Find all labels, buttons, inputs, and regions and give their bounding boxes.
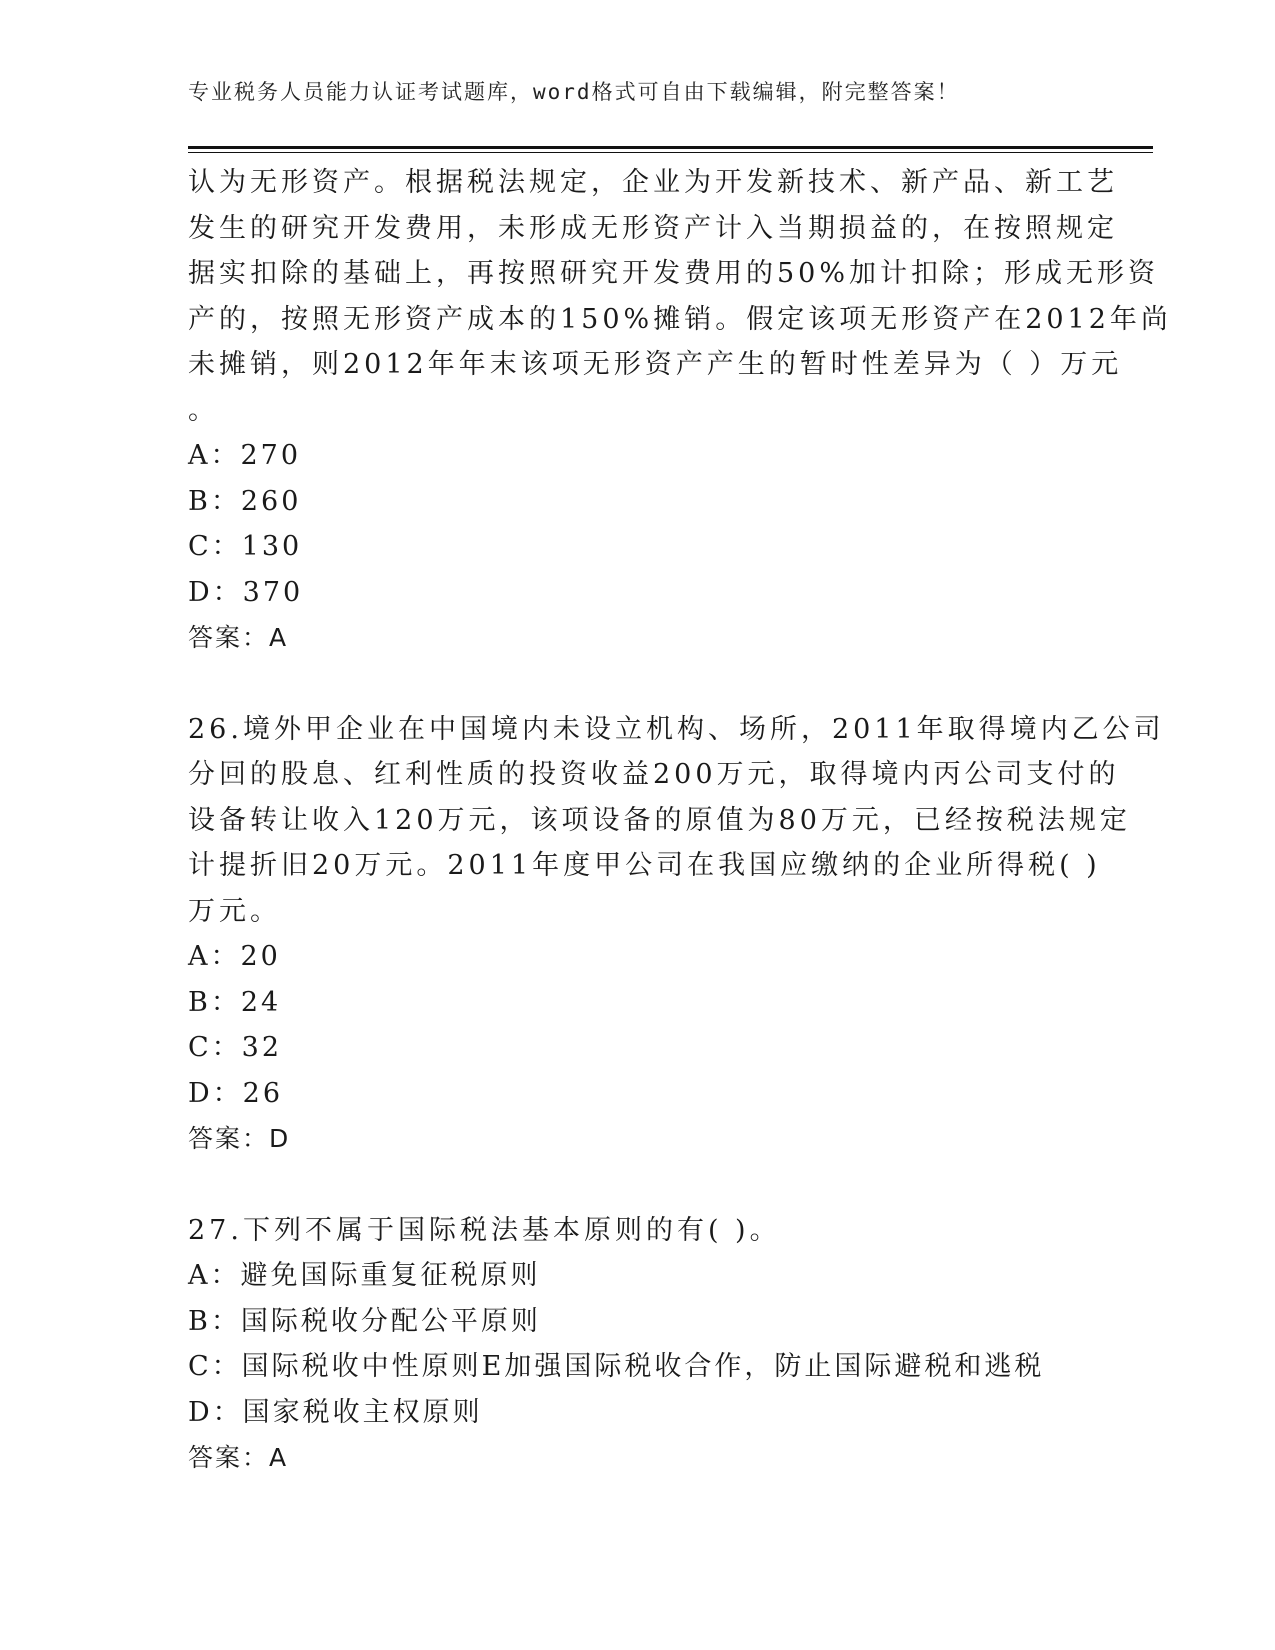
- question-text-line: 产的，按照无形资产成本的150%摊销。假定该项无形资产在2012年尚: [188, 303, 1172, 335]
- option-c: C：130: [188, 531, 303, 562]
- header-rule-thick: [188, 146, 1153, 149]
- question-block: [188, 1208, 1088, 1481]
- option-b: B：24: [188, 986, 282, 1018]
- header-rule-thin: [188, 152, 1153, 153]
- question-text-line: 26.境外甲企业在中国境内未设立机构、场所，2011年取得境内乙公司: [188, 713, 1165, 745]
- question-text-line: 分回的股息、红利性质的投资收益200万元，取得境内丙公司支付的: [188, 759, 1120, 790]
- question-text-line: 27.下列不属于国际税法基本原则的有( )。: [188, 1214, 781, 1246]
- question-text-line: 设备转让收入120万元，该项设备的原值为80万元，已经按税法规定: [188, 804, 1131, 836]
- option-a: A：270: [188, 440, 302, 471]
- question-text-line: 万元。: [188, 895, 281, 927]
- option-a: A：20: [188, 941, 281, 972]
- page-header: 专业税务人员能力认证考试题库，word格式可自由下载编辑，附完整答案！: [188, 80, 960, 104]
- question-text-line: 据实扣除的基础上，再按照研究开发费用的50%加计扣除；形成无形资: [188, 258, 1160, 289]
- option-c: C：国际税收中性原则E加强国际税收合作，防止国际避税和逃税: [188, 1351, 1045, 1382]
- question-list: [188, 160, 1172, 1481]
- option-b: B：260: [188, 485, 302, 517]
- option-b: B：国际税收分配公平原则: [188, 1305, 541, 1337]
- answer-line: 答案：A: [188, 623, 289, 652]
- answer-line: 答案：A: [188, 1443, 289, 1472]
- question-text-line: 。: [188, 394, 219, 426]
- option-d: D：370: [188, 576, 304, 608]
- question-block: [188, 707, 1165, 1162]
- question-text-line: 计提折旧20万元。2011年度甲公司在我国应缴纳的企业所得税( ): [188, 850, 1101, 881]
- option-d: D：国家税收主权原则: [188, 1396, 483, 1428]
- option-d: D：26: [188, 1077, 284, 1109]
- question-text-line: 认为无形资产。根据税法规定，企业为开发新技术、新产品、新工艺: [188, 167, 1118, 198]
- question-spacer: [188, 661, 1088, 707]
- question-block: [188, 160, 1172, 661]
- question-text-line: 未摊销，则2012年年末该项无形资产产生的暂时性差异为（ ）万元: [188, 349, 1123, 380]
- answer-line: 答案：D: [188, 1124, 291, 1153]
- question-spacer: [188, 1162, 1088, 1208]
- question-text-line: 发生的研究开发费用，未形成无形资产计入当期损益的，在按照规定: [188, 212, 1118, 244]
- option-c: C：32: [188, 1032, 283, 1063]
- option-a: A：避免国际重复征税原则: [188, 1260, 541, 1291]
